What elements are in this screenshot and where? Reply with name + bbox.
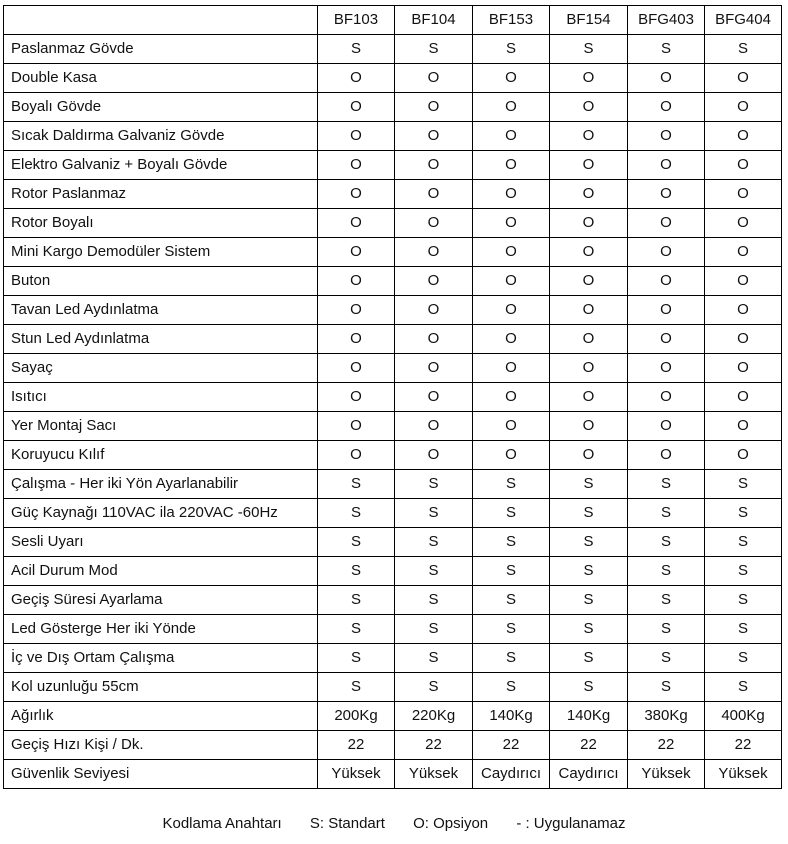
table-cell: S <box>705 528 782 557</box>
table-cell: O <box>705 209 782 238</box>
row-label: Tavan Led Aydınlatma <box>4 296 318 325</box>
row-label: Sayaç <box>4 354 318 383</box>
table-cell: S <box>628 499 705 528</box>
table-cell: O <box>705 412 782 441</box>
table-cell: O <box>705 93 782 122</box>
table-cell: O <box>550 238 628 267</box>
table-cell: O <box>628 354 705 383</box>
table-cell: O <box>550 383 628 412</box>
table-cell: O <box>550 151 628 180</box>
table-cell: Caydırıcı <box>473 760 550 789</box>
table-cell: O <box>318 93 395 122</box>
table-cell: S <box>628 644 705 673</box>
table-cell: O <box>550 325 628 354</box>
table-cell: O <box>550 441 628 470</box>
table-cell: 22 <box>705 731 782 760</box>
table-cell: O <box>473 180 550 209</box>
table-cell: S <box>318 644 395 673</box>
table-cell: S <box>473 470 550 499</box>
table-row <box>4 354 782 383</box>
row-label: Double Kasa <box>4 64 318 93</box>
table-cell: O <box>473 93 550 122</box>
table-row <box>4 615 782 644</box>
table-cell: S <box>473 35 550 64</box>
table-cell: S <box>628 470 705 499</box>
table-cell: O <box>628 180 705 209</box>
table-cell: S <box>705 499 782 528</box>
table-cell: O <box>705 441 782 470</box>
table-body <box>4 35 782 789</box>
row-label: Led Gösterge Her iki Yönde <box>4 615 318 644</box>
table-cell: O <box>318 383 395 412</box>
column-header: BFG403 <box>628 6 705 35</box>
table-cell: 22 <box>395 731 473 760</box>
table-cell: S <box>628 586 705 615</box>
table-cell: S <box>550 499 628 528</box>
table-cell: S <box>550 557 628 586</box>
table-cell: S <box>395 557 473 586</box>
table-cell: O <box>395 122 473 151</box>
table-cell: S <box>550 35 628 64</box>
table-cell: S <box>705 644 782 673</box>
table-cell: O <box>473 122 550 151</box>
table-cell: O <box>628 325 705 354</box>
table-cell: S <box>473 499 550 528</box>
column-header: BF153 <box>473 6 550 35</box>
table-cell: O <box>550 412 628 441</box>
table-cell: O <box>395 64 473 93</box>
table-cell: O <box>473 296 550 325</box>
table-cell: O <box>705 122 782 151</box>
table-cell: O <box>318 441 395 470</box>
row-label: Buton <box>4 267 318 296</box>
table-cell: 380Kg <box>628 702 705 731</box>
table-cell: O <box>395 325 473 354</box>
coding-key-legend <box>0 815 788 832</box>
table-cell: O <box>705 383 782 412</box>
table-cell: O <box>628 383 705 412</box>
table-cell: O <box>705 180 782 209</box>
table-cell: S <box>473 644 550 673</box>
table-cell: 140Kg <box>550 702 628 731</box>
table-cell: O <box>395 209 473 238</box>
table-cell: O <box>318 267 395 296</box>
table-cell: S <box>318 528 395 557</box>
table-cell: O <box>473 238 550 267</box>
table-cell: S <box>705 586 782 615</box>
header-row <box>4 6 782 35</box>
column-header: BF154 <box>550 6 628 35</box>
table-cell: O <box>628 93 705 122</box>
table-cell: O <box>550 267 628 296</box>
row-label: Sesli Uyarı <box>4 528 318 557</box>
table-cell: O <box>705 354 782 383</box>
row-label: Acil Durum Mod <box>4 557 318 586</box>
table-row <box>4 557 782 586</box>
table-cell: O <box>395 296 473 325</box>
table-cell: O <box>705 325 782 354</box>
table-cell: S <box>705 615 782 644</box>
table-row <box>4 122 782 151</box>
table-cell: O <box>318 122 395 151</box>
table-cell: S <box>318 586 395 615</box>
table-row <box>4 151 782 180</box>
table-row <box>4 180 782 209</box>
table-cell: O <box>628 441 705 470</box>
table-cell: S <box>628 528 705 557</box>
table-cell: 200Kg <box>318 702 395 731</box>
table-cell: S <box>628 35 705 64</box>
table-cell: O <box>628 151 705 180</box>
table-cell: O <box>473 325 550 354</box>
table-row <box>4 93 782 122</box>
column-header: BFG404 <box>705 6 782 35</box>
table-cell: S <box>318 499 395 528</box>
table-row <box>4 35 782 64</box>
table-cell: O <box>395 441 473 470</box>
table-cell: O <box>628 122 705 151</box>
table-cell: S <box>395 644 473 673</box>
table-cell: S <box>395 499 473 528</box>
table-row <box>4 267 782 296</box>
table-cell: O <box>628 238 705 267</box>
table-row <box>4 644 782 673</box>
table-cell: O <box>628 296 705 325</box>
table-cell: 22 <box>318 731 395 760</box>
table-row <box>4 383 782 412</box>
row-label: Stun Led Aydınlatma <box>4 325 318 354</box>
comparison-table <box>3 5 782 789</box>
row-label: Boyalı Gövde <box>4 93 318 122</box>
table-cell: O <box>705 151 782 180</box>
row-label: Paslanmaz Gövde <box>4 35 318 64</box>
table-cell: O <box>473 354 550 383</box>
table-cell: O <box>318 64 395 93</box>
row-label: Geçiş Hızı Kişi / Dk. <box>4 731 318 760</box>
table-cell: 22 <box>550 731 628 760</box>
table-cell: S <box>395 615 473 644</box>
table-cell: S <box>628 557 705 586</box>
row-label: Güvenlik Seviyesi <box>4 760 318 789</box>
table-cell: S <box>628 673 705 702</box>
table-cell: O <box>395 412 473 441</box>
row-label: Isıtıcı <box>4 383 318 412</box>
table-cell: S <box>395 528 473 557</box>
table-cell: O <box>395 93 473 122</box>
table-cell: O <box>395 383 473 412</box>
table-cell: S <box>473 673 550 702</box>
table-cell: O <box>705 64 782 93</box>
table-cell: S <box>705 673 782 702</box>
table-cell: O <box>473 412 550 441</box>
row-label: Çalışma - Her iki Yön Ayarlanabilir <box>4 470 318 499</box>
table-row <box>4 441 782 470</box>
table-cell: S <box>473 528 550 557</box>
table-cell: S <box>550 673 628 702</box>
table-row <box>4 296 782 325</box>
table-row <box>4 64 782 93</box>
table-cell: O <box>628 267 705 296</box>
table-cell: S <box>395 586 473 615</box>
table-cell: S <box>318 615 395 644</box>
row-label: Elektro Galvaniz + Boyalı Gövde <box>4 151 318 180</box>
table-cell: S <box>395 673 473 702</box>
table-row <box>4 238 782 267</box>
table-cell: S <box>628 615 705 644</box>
table-row <box>4 673 782 702</box>
table-cell: Yüksek <box>318 760 395 789</box>
column-header: BF104 <box>395 6 473 35</box>
table-cell: Caydırıcı <box>550 760 628 789</box>
table-row <box>4 470 782 499</box>
table-cell: Yüksek <box>628 760 705 789</box>
table-cell: 22 <box>628 731 705 760</box>
table-cell: O <box>473 267 550 296</box>
table-row <box>4 760 782 789</box>
table-cell: O <box>473 441 550 470</box>
row-label: Kol uzunluğu 55cm <box>4 673 318 702</box>
table-cell: O <box>550 122 628 151</box>
table-cell: O <box>628 64 705 93</box>
table-cell: O <box>628 209 705 238</box>
table-cell: S <box>395 35 473 64</box>
table-cell: O <box>705 238 782 267</box>
table-cell: O <box>550 209 628 238</box>
table-cell: O <box>550 296 628 325</box>
table-row <box>4 731 782 760</box>
table-cell: O <box>550 354 628 383</box>
table-cell: S <box>395 470 473 499</box>
table-cell: 400Kg <box>705 702 782 731</box>
table-row <box>4 412 782 441</box>
table-row <box>4 325 782 354</box>
table-cell: O <box>318 296 395 325</box>
legend-title: Kodlama Anahtarı <box>162 815 282 832</box>
table-cell: 140Kg <box>473 702 550 731</box>
table-cell: O <box>473 151 550 180</box>
row-label: Rotor Boyalı <box>4 209 318 238</box>
legend-optional: O: Opsiyon <box>413 815 489 832</box>
legend-standard: S: Standart <box>309 815 385 832</box>
table-cell: S <box>473 615 550 644</box>
table-cell: S <box>473 586 550 615</box>
table-cell: O <box>705 267 782 296</box>
table-row <box>4 586 782 615</box>
table-cell: O <box>473 64 550 93</box>
table-cell: S <box>318 557 395 586</box>
table-cell: S <box>318 673 395 702</box>
row-label: Mini Kargo Demodüler Sistem <box>4 238 318 267</box>
table-cell: O <box>473 383 550 412</box>
table-cell: 220Kg <box>395 702 473 731</box>
table-cell: O <box>705 296 782 325</box>
table-cell: S <box>318 35 395 64</box>
table-cell: O <box>318 151 395 180</box>
row-label: Yer Montaj Sacı <box>4 412 318 441</box>
row-label: İç ve Dış Ortam Çalışma <box>4 644 318 673</box>
table-cell: O <box>550 180 628 209</box>
row-label: Koruyucu Kılıf <box>4 441 318 470</box>
column-header: BF103 <box>318 6 395 35</box>
table-cell: S <box>550 644 628 673</box>
table-row <box>4 499 782 528</box>
table-cell: O <box>318 412 395 441</box>
table-cell: S <box>550 528 628 557</box>
table-cell: S <box>550 586 628 615</box>
table-cell: O <box>395 180 473 209</box>
table-cell: S <box>705 557 782 586</box>
row-label: Güç Kaynağı 110VAC ila 220VAC -60Hz <box>4 499 318 528</box>
table-cell: O <box>395 238 473 267</box>
table-cell: S <box>705 35 782 64</box>
table-cell: O <box>395 354 473 383</box>
table-cell: Yüksek <box>705 760 782 789</box>
table-cell: S <box>318 470 395 499</box>
table-cell: O <box>473 209 550 238</box>
table-cell: Yüksek <box>395 760 473 789</box>
table-row <box>4 528 782 557</box>
table-cell: O <box>318 180 395 209</box>
table-cell: S <box>550 470 628 499</box>
table-cell: O <box>395 267 473 296</box>
row-label: Ağırlık <box>4 702 318 731</box>
table-cell: O <box>318 238 395 267</box>
row-label: Geçiş Süresi Ayarlama <box>4 586 318 615</box>
table-cell: O <box>628 412 705 441</box>
table-row <box>4 702 782 731</box>
table-cell: O <box>550 64 628 93</box>
table-cell: O <box>550 93 628 122</box>
table-cell: O <box>395 151 473 180</box>
table-row <box>4 209 782 238</box>
table-cell: S <box>473 557 550 586</box>
table-cell: O <box>318 354 395 383</box>
row-label: Rotor Paslanmaz <box>4 180 318 209</box>
header-corner <box>4 6 318 35</box>
table-cell: 22 <box>473 731 550 760</box>
legend-not-applicable: - : Uygulanamaz <box>516 815 626 832</box>
table-cell: S <box>550 615 628 644</box>
table-cell: O <box>318 325 395 354</box>
table-cell: O <box>318 209 395 238</box>
table-cell: S <box>705 470 782 499</box>
row-label: Sıcak Daldırma Galvaniz Gövde <box>4 122 318 151</box>
